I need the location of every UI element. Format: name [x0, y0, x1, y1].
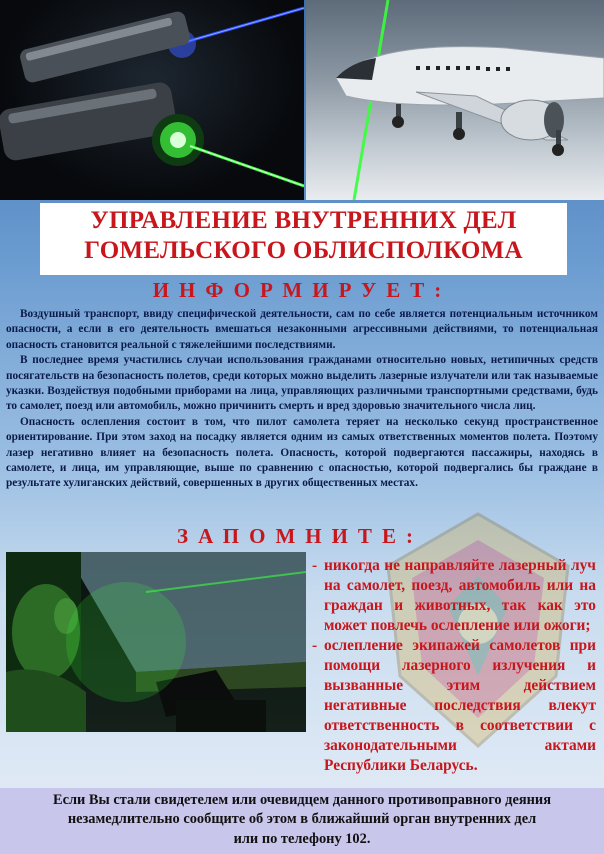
- remember-list: [312, 556, 596, 776]
- remember-heading: ЗАПОМНИТЕ:: [177, 524, 423, 548]
- airplane-laser-photo: [306, 0, 604, 200]
- footer-band: [0, 788, 604, 854]
- laser-pointers-photo: [0, 0, 304, 200]
- footer-line-1: Если Вы стали свидетелем или очевидцем данного противоправного деяния: [52, 792, 552, 808]
- cockpit-pilot-photo: [6, 552, 306, 732]
- footer-line-2: незамедлительно сообщите об этом в ближайший орган внутренних дел: [67, 811, 537, 827]
- main-text: [6, 307, 598, 492]
- title-line-2: ГОМЕЛЬСКОГО ОБЛИСПОЛКОМА: [84, 237, 523, 264]
- inform-heading: ИНФОРМИРУЕТ:: [152, 278, 452, 302]
- paragraph-2: В последнее время участились случаи использования гражданами относительно новых, нетипичных средств посягательств на безопасность полетов, среди которых можно выделить лазерные излучатели или так называемые указки. Воздействуя подобными приборами на лица, управляющих различными транспортными средствами, будь то самолет, поезд или автомобиль, можно причинить смерть и вред здоровью значительного числа лиц.: [6, 354, 598, 413]
- paragraph-1: Воздушный транспорт, ввиду специфической деятельности, сам по себе является потенциальным источником опасности, а если в его деятельность вмешаться незаконными агрессивными действиями, то потенциальная опасность становится реальной с тяжелейшими последствиями.: [6, 308, 598, 351]
- remember-item-1: - никогда не направляйте лазерный луч на самолет, поезд, автомобиль или на граждан и животных, так как это может повлечь ослепление или ожоги;: [312, 557, 596, 634]
- title-line-1: УПРАВЛЕНИЕ ВНУТРЕННИХ ДЕЛ: [90, 207, 517, 234]
- title-banner: [40, 203, 567, 275]
- paragraph-3: Опасность ослепления состоит в том, что пилот самолета теряет на несколько секунд пространственное ориентирование. При этом заход на посадку является одним из самых ответственных моментов полета. Поэтому лазер негативно влияет на безопасность полета. Опасность, которой подвергаются пассажиры, находясь в самолете, и лица, им управляющие, выше по сравнению с опасностью, которой подвергались бы граждане в результате хулиганских действий, совершенных в других общественных местах.: [6, 415, 598, 490]
- footer-line-3: или по телефону 102.: [233, 831, 371, 847]
- remember-item-2: - ослепление экипажей самолетов при помощи лазерного излучения и вызванные этим действием негативные последствия влекут ответственность в соответствии с законодательными актами Республики Беларусь.: [312, 637, 596, 774]
